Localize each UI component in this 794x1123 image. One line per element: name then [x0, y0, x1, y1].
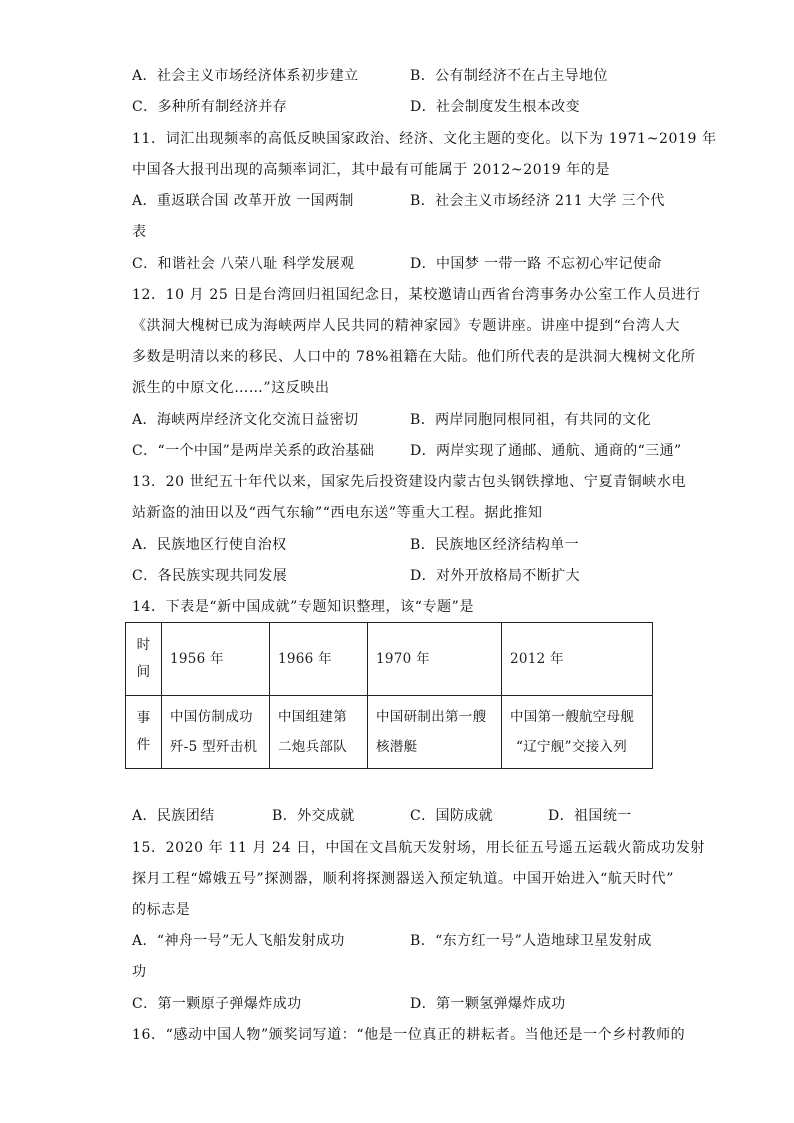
q16-stem-line-1: 16．“感动中国人物”颁奖词写道：“他是一位真正的耕耘者。当他还是一个乡村教师的: [132, 1027, 686, 1043]
q14-option-b: B．外交成就: [272, 808, 355, 824]
event-line: 中国第一艘航空母舰: [510, 709, 635, 725]
q12-option-c: C．“一个中国”是两岸关系的政治基础: [132, 443, 375, 459]
achievements-table: [125, 622, 653, 769]
q10-option-c: C．多种所有制经济并存: [132, 99, 288, 115]
q12-stem-line-3: 多数是明清以来的移民、人口中的 78%祖籍在大陆。他们所代表的是洪洞大槐树文化所: [132, 349, 696, 365]
q11-option-a: A．重返联合国 改革开放 一国两制: [132, 193, 354, 209]
q13-stem-line-2: 站新盗的油田以及“西气东输”“西电东送”等重大工程。据此推知: [132, 505, 543, 521]
q11-stem-line-2: 中国各大报刊出现的高频率词汇，其中最有可能属于 2012~2019 年的是: [132, 162, 611, 178]
q15-stem-line-1: 15．2020 年 11 月 24 日，中国在文昌航天发射场，用长征五号遥五运载火箭成功发射: [132, 840, 705, 856]
q15-option-d: D．第一颗氢弹爆炸成功: [410, 996, 566, 1012]
table-row-time: [126, 623, 653, 696]
q15-stem-line-3: 的标志是: [132, 902, 191, 918]
q11-option-b: B．社会主义市场经济 211 大学 三个代: [410, 193, 665, 209]
table-header-event: [126, 696, 162, 769]
q14-stem-line-1: 14．下表是“新中国成就”专题知识整理，该“专题”是: [132, 599, 475, 615]
q15-option-b: B．“东方红一号”人造地球卫星发射成: [410, 933, 652, 949]
q12-option-d: D．两岸实现了通邮、通航、通商的“三通”: [410, 443, 682, 459]
q11-option-d: D．中国梦 一带一路 不忘初心牢记使命: [410, 256, 662, 272]
q14-option-d: D．祖国统一: [548, 808, 632, 824]
q14-option-c: C．国防成就: [410, 808, 494, 824]
event-line: 中国研制出第一艘: [376, 709, 487, 725]
event-line: “辽宁舰”交接入列: [516, 739, 628, 755]
table-cell-event: [368, 696, 502, 769]
table-header-time-char-1: 时: [136, 637, 151, 653]
event-line: 二炮兵部队: [278, 739, 347, 755]
q10-option-a: A．社会主义市场经济体系初步建立: [132, 68, 359, 84]
q15-option-c: C．第一颗原子弹爆炸成功: [132, 996, 302, 1012]
event-line: 中国仿制成功: [170, 709, 253, 725]
event-line: 歼-5 型歼击机: [170, 739, 258, 755]
q15-stem-line-2: 探月工程“嫦娥五号”探测器，顺利将探测器送入预定轨道。中国开始进入“航天时代”: [132, 871, 675, 887]
table-header-event-char-2: 件: [136, 737, 151, 753]
q10-option-b: B．公有制经济不在占主导地位: [410, 68, 608, 84]
table-header-event-char-1: 事: [136, 710, 151, 726]
table-cell-year: 2012 年: [502, 623, 653, 696]
q13-option-d: D．对外开放格局不断扩大: [410, 568, 581, 584]
q12-stem-line-4: 派生的中原文化……”这反映出: [132, 380, 330, 396]
q11-stem-line-1: 11．词汇出现频率的高低反映国家政治、经济、文化主题的变化。以下为 1971~2019 年: [132, 131, 717, 147]
q12-option-a: A．海峡两岸经济文化交流日益密切: [132, 412, 359, 428]
table-cell-event: [270, 696, 368, 769]
q13-option-c: C．各民族实现共同发展: [132, 568, 288, 584]
q14-option-a: A．民族团结: [132, 808, 215, 824]
table-cell-event: [162, 696, 270, 769]
table-row-event: [126, 696, 653, 769]
q13-stem-line-1: 13．20 世纪五十年代以来，国家先后投资建设内蒙古包头钢铁撑地、宁夏青铜峡水电: [132, 474, 687, 490]
q11-option-b-continued: 表: [132, 224, 147, 240]
q15-option-b-continued: 功: [132, 964, 147, 980]
event-line: 中国组建第: [278, 709, 347, 725]
q13-option-a: A．民族地区行使自治权: [132, 537, 287, 553]
q12-stem-line-2: 《洪洞大槐树已成为海峡两岸人民共同的精神家园》专题讲座。讲座中提到“台湾人大: [132, 318, 680, 334]
q12-option-b: B．两岸同胞同根同祖，有共同的文化: [410, 412, 652, 428]
table-cell-year: 1956 年: [162, 623, 270, 696]
event-line: 核潜艇: [376, 739, 418, 755]
q15-option-a: A．“神舟一号”无人飞船发射成功: [132, 933, 345, 949]
q10-option-d: D．社会制度发生根本改变: [410, 99, 581, 115]
q11-option-c: C．和谐社会 八荣八耻 科学发展观: [132, 256, 355, 272]
table-header-time-char-2: 间: [136, 664, 151, 680]
table-cell-year: 1970 年: [368, 623, 502, 696]
table-cell-event: [502, 696, 653, 769]
q13-option-b: B．民族地区经济结构单一: [410, 537, 580, 553]
q12-stem-line-1: 12．10 月 25 日是台湾回归祖国纪念日，某校邀请山西省台湾事务办公室工作人员进行: [132, 287, 701, 303]
table-cell-year: 1966 年: [270, 623, 368, 696]
table-header-time: [126, 623, 162, 696]
